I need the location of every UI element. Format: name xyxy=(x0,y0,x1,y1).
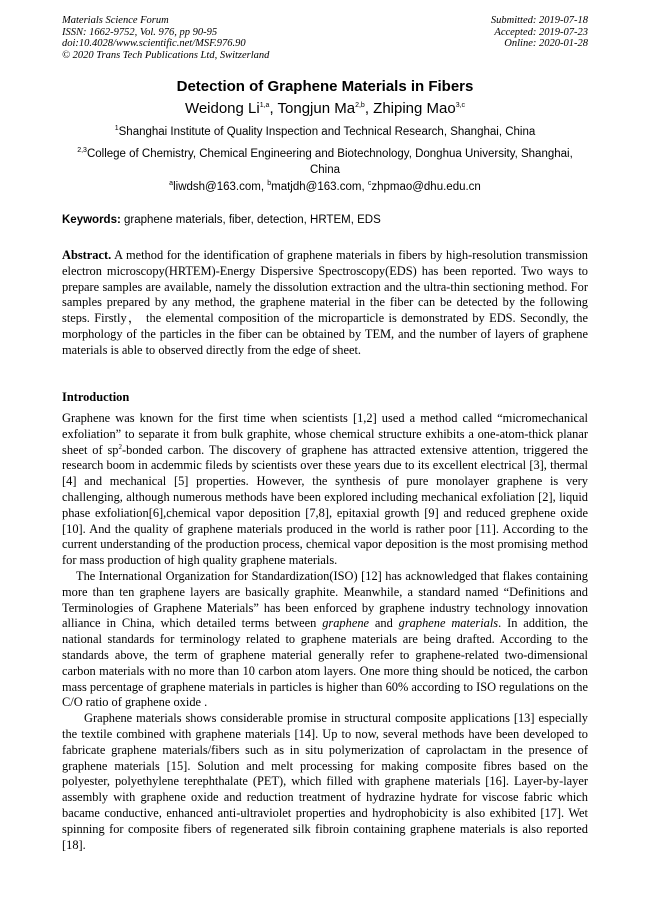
accepted-date: Accepted: 2019-07-23 xyxy=(494,26,588,38)
section-heading-introduction: Introduction xyxy=(62,390,130,404)
author-name: Tongjun Ma xyxy=(277,100,356,117)
paragraph-text: . In addition, the national standards for terminology related to graphene materials are being drafted. According to the standards above, the term of graphene material generally refer to graphene-related two-dimensional carbon materials with no more than 10 carbon atom layers. One more thing should be noticed, the carbon mass percentage of graphene materials in particles is higher than 60% according to ISO regulations on the C/O ratio of graphene oxide . xyxy=(62,616,588,710)
affiliation-superscript: 2,3 xyxy=(77,147,87,155)
superscript: 2 xyxy=(118,442,123,451)
journal-info xyxy=(62,15,269,61)
journal-copyright: © 2020 Trans Tech Publications Ltd, Switzerland xyxy=(62,49,270,61)
submitted-date: Submitted: 2019-07-18 xyxy=(490,15,588,26)
author-superscript: 1,a xyxy=(259,102,270,109)
email-address[interactable]: matjdh@163.com xyxy=(271,181,362,193)
author-superscript: 3,c xyxy=(455,102,466,109)
paper-title: Detection of Graphene Materials in Fibers xyxy=(176,78,474,95)
paragraph-text: and xyxy=(369,616,399,631)
affiliation-text: College of Chemistry, Chemical Engineering and Biotechnology, Donghua University, Shanghai, China xyxy=(86,148,573,176)
keywords xyxy=(62,214,588,226)
journal-doi[interactable]: doi:10.4028/www.scientific.net/MSF.976.90 xyxy=(62,38,246,49)
online-date: Online: 2020-01-28 xyxy=(504,38,588,49)
affiliation-1 xyxy=(62,124,588,140)
affiliation-text: Shanghai Institute of Quality Inspection and Technical Research, Shanghai, China xyxy=(118,126,536,138)
intro-paragraph-1 xyxy=(62,411,588,569)
introduction-body xyxy=(62,411,588,853)
abstract-label: Abstract. xyxy=(62,248,112,262)
email-superscript: c xyxy=(367,180,372,188)
email-superscript: a xyxy=(169,180,174,188)
author-list: Weidong Li$^{1,a}$, Tongjun Ma$^{2,b}$, Zhiping Mao$^{3,c}$ xyxy=(184,100,466,117)
email-address[interactable]: zhpmao@dhu.edu.cn xyxy=(371,181,481,193)
abstract-text: A method for the identification of graphene materials in fibers by high-resolution transmission electron microscopy(HRTEM)-Energy Dispersive Spectroscopy(EDS) has been reported. Two ways to prepare samples are available, namely the dissolution extraction and the ultra-thin sectioning method. For samples prepared by any method, the graphene material in the fiber can be detected by the following steps. Firstly， the elemental composition of the microparticle is demonstrated by EDS. Secondly, the morphology of the particles in the fiber can be obtained by TEM, and the number of layers of graphene materials is able to observed directly from the edge of sheet. xyxy=(62,248,588,357)
submission-dates xyxy=(491,15,588,50)
keywords-text: graphene materials, fiber, detection, HRTEM, EDS xyxy=(124,214,381,226)
author-superscript: 2,b xyxy=(355,102,365,109)
journal-issn: ISSN: 1662-9752, Vol. 976, pp 90-95 xyxy=(62,26,218,38)
email-address[interactable]: liwdsh@163.com xyxy=(173,181,261,193)
italic-term: graphene xyxy=(322,616,370,631)
author-name: Weidong Li xyxy=(184,100,260,117)
affiliation-superscript: 1 xyxy=(114,125,119,133)
email-superscript: b xyxy=(267,180,272,188)
keywords-label: Keywords: xyxy=(62,214,121,226)
intro-paragraph-2 xyxy=(62,569,588,711)
author-name: Zhiping Mao xyxy=(373,100,456,117)
journal-name: Materials Science Forum xyxy=(62,15,169,26)
author-emails: $^a$liwdsh@163.com, $^b$matjdh@163.com, $^c$zhpmao@dhu.edu.cn xyxy=(169,180,481,193)
paragraph-text: The International Organization for Standardization(ISO) [12] has acknowledged that flakes containing more than ten graphene layers are basically graphite. Meanwhile, a standard named “Definitions and Terminologies of Graphene Materials” has been enforced by graphene industry technology innovation alliance in China, which detailed terms between xyxy=(62,568,588,631)
affiliation-2 xyxy=(62,146,588,178)
intro-paragraph-3: Graphene materials shows considerable promise in structural composite applications [13] especially the textile combined with graphene materials [14]. Up to now, several methods have been developed to fabricate graphene materials/fibers such as in situ polymerization of caprolactam in the presence of graphene materials [15]. Solution and melt processing for making composite fibres based on the polyester, polyethylene terephthalate (PET), which filled with graphene materials [16]. Layer-by-layer assembly with graphene oxide and reduction treatment of hydrazine hydrate for viscose fabric which bacame conductive, enhanced anti-ultraviolet properties and hydrophobicity is also exhibited [17]. Wet spinning for composite fibers of regenerated silk fibroin containing graphene materials is also reported [18]. xyxy=(62,711,588,852)
paragraph-text: -bonded carbon. The discovery of graphene has attracted extensive attention, triggered the research boom in acdemmic fileds by scientists over these years due to its excellent electrical [3], thermal [4] and mechanical [5] properties. However, the synthesis of pure monolayer graphene is very challenging, although numerous methods have been explored including mechanical exfoliation [2], liquid phase exfoliation[6],chemical vapor deposition [7,8], epitaxial growth [9] and reduced grephene oxide [10]. And the quality of graphene materials produced in the world is rather poor [11]. According to the current understanding of the production process, chemical vapor deposition is the most promising method for mass production of high quality graphene materials. xyxy=(62,442,588,568)
paragraph-text: Graphene was known for the first time when scientists [1,2] used a method called “micromechanical exfoliation” to separate it from bulk graphite, whose chemical structure exhibits a one-atom-thick planar sheet of sp xyxy=(62,411,588,457)
abstract xyxy=(62,248,588,359)
italic-term: graphene materials xyxy=(398,616,499,631)
